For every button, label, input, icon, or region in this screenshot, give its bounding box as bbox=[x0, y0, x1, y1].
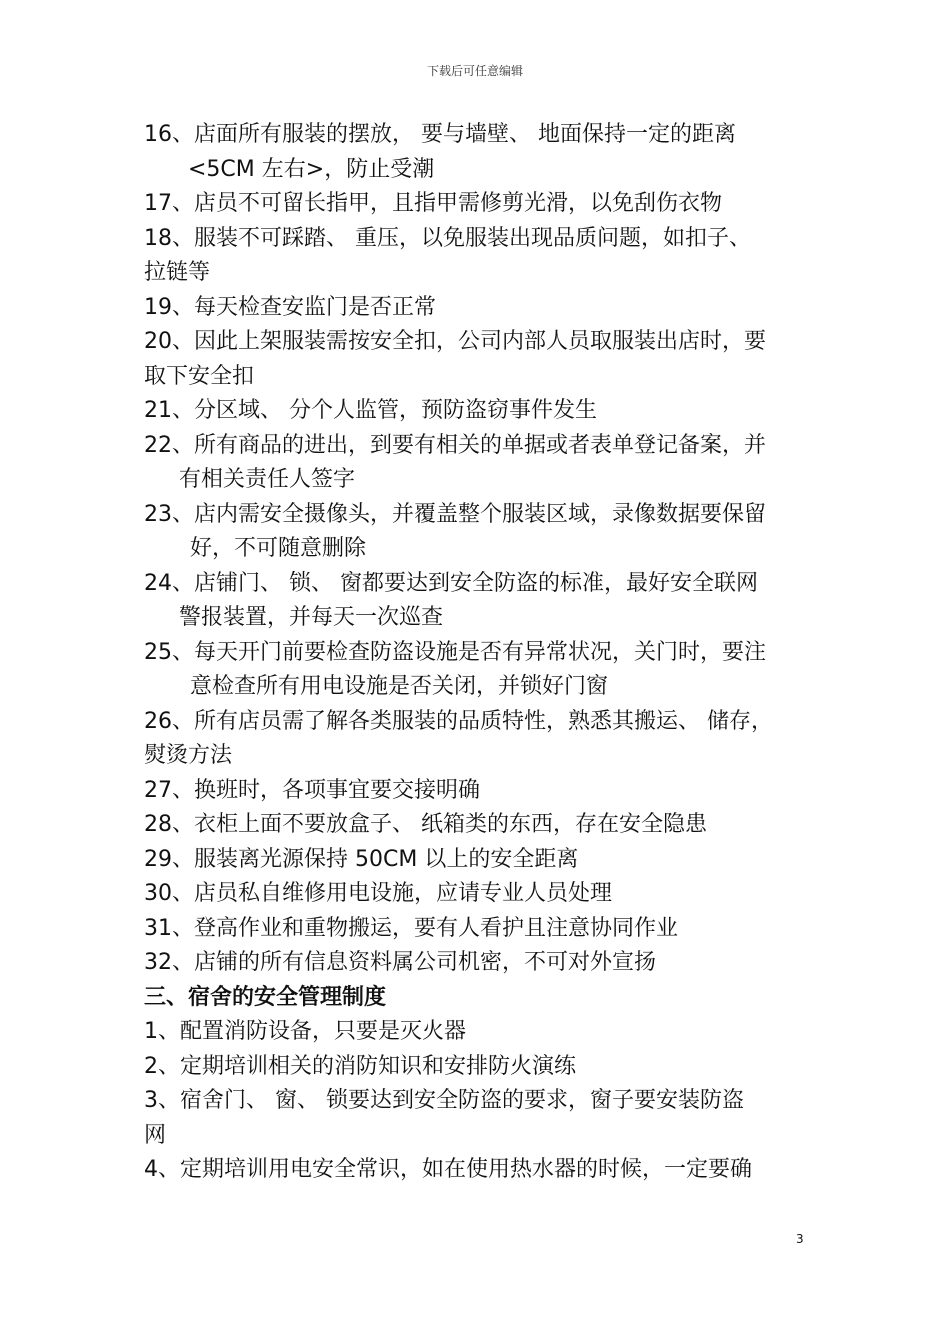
list-item-continuation bbox=[144, 1119, 809, 1154]
list-item bbox=[144, 877, 809, 912]
list-item bbox=[144, 498, 809, 533]
item-text: 所有店员需了解各类服装的品质特性，熟悉其搬运、 储存， bbox=[194, 708, 773, 734]
item-number: 1、 bbox=[144, 1019, 180, 1044]
item-number: 23、 bbox=[144, 501, 194, 527]
item-text: 分区域、 分个人监管，预防盗窃事件发生 bbox=[194, 398, 597, 423]
list-item bbox=[144, 1084, 809, 1119]
item-text: 服装离光源保持 50CM 以上的安全距离 bbox=[194, 846, 579, 872]
list-item bbox=[144, 808, 809, 843]
item-number: 26、 bbox=[144, 708, 194, 734]
list-item bbox=[144, 912, 809, 947]
item-number: 4、 bbox=[144, 1157, 180, 1182]
item-text: 服装不可踩踏、 重压，以免服装出现品质问题，如扣子、 bbox=[194, 225, 751, 251]
item-text: 熨烫方法 bbox=[144, 743, 233, 768]
list-item bbox=[144, 567, 809, 602]
item-number: 30、 bbox=[144, 881, 194, 906]
list-item bbox=[144, 705, 809, 740]
item-number: 18、 bbox=[144, 225, 194, 251]
item-text: 宿舍的安全管理制度 bbox=[188, 984, 387, 1010]
item-text: 店员不可留长指甲，且指甲需修剪光滑，以免刮伤衣物 bbox=[194, 191, 723, 216]
list-item-continuation bbox=[144, 463, 809, 498]
item-text: 因此上架服装需按安全扣，公司内部人员取服装出店时，要 bbox=[194, 329, 767, 354]
list-item bbox=[144, 291, 809, 326]
item-text: 配置消防设备，只要是灭火器 bbox=[180, 1019, 467, 1044]
item-number: 29、 bbox=[144, 846, 194, 872]
list-item bbox=[144, 394, 809, 429]
list-item-continuation bbox=[144, 153, 809, 188]
list-item bbox=[144, 1050, 809, 1085]
item-text: <5CM 左右>，防止受潮 bbox=[188, 156, 435, 182]
item-number: 22、 bbox=[144, 432, 194, 458]
list-item bbox=[144, 222, 809, 257]
list-item bbox=[144, 1153, 809, 1188]
list-item-continuation bbox=[144, 739, 809, 774]
item-number: 3、 bbox=[144, 1088, 180, 1113]
list-item bbox=[144, 429, 809, 464]
item-number: 24、 bbox=[144, 570, 194, 596]
item-text: 宿舍门、 窗、 锁要达到安全防盗的要求，窗子要安装防盗 bbox=[180, 1088, 744, 1113]
item-number: 32、 bbox=[144, 950, 194, 975]
item-number: 2、 bbox=[144, 1053, 180, 1079]
list-item bbox=[144, 843, 809, 878]
item-text: 店员私自维修用电设施，应请专业人员处理 bbox=[194, 881, 613, 906]
item-text: 店铺的所有信息资料属公司机密，不可对外宣扬 bbox=[194, 950, 657, 975]
list-item bbox=[144, 1015, 809, 1050]
item-text: 店内需安全摄像头，并覆盖整个服装区域，录像数据要保留 bbox=[194, 501, 767, 527]
document-body bbox=[144, 118, 809, 1188]
item-number: 三、 bbox=[144, 984, 189, 1010]
item-text: 衣柜上面不要放盒子、 纸箱类的东西，存在安全隐患 bbox=[194, 812, 707, 837]
item-text: 意检查所有用电设施是否关闭，并锁好门窗 bbox=[190, 674, 609, 699]
item-text: 所有商品的进出，到要有相关的单据或者表单登记备案，并 bbox=[194, 432, 767, 458]
list-item bbox=[144, 118, 809, 153]
item-number: 20、 bbox=[144, 329, 194, 354]
item-text: 警报装置，并每天一次巡查 bbox=[179, 605, 444, 630]
item-number: 25、 bbox=[144, 639, 194, 665]
item-number: 27、 bbox=[144, 777, 194, 803]
list-item-continuation bbox=[144, 670, 809, 705]
item-text: 好，不可随意删除 bbox=[190, 536, 367, 561]
item-text: 有相关责任人签字 bbox=[179, 467, 356, 492]
item-text: 换班时，各项事宜要交接明确 bbox=[194, 777, 481, 803]
section-heading bbox=[144, 981, 809, 1016]
list-item bbox=[144, 187, 809, 222]
item-text: 取下安全扣 bbox=[144, 363, 255, 389]
list-item bbox=[144, 774, 809, 809]
list-item bbox=[144, 325, 809, 360]
item-number: 17、 bbox=[144, 191, 194, 216]
item-text: 店铺门、 锁、 窗都要达到安全防盗的标准，最好安全联网 bbox=[194, 570, 758, 596]
page-header: 下载后可任意编辑 bbox=[426, 64, 523, 78]
list-item-continuation bbox=[144, 256, 809, 291]
item-number: 16、 bbox=[144, 122, 194, 147]
item-text: 登高作业和重物搬运，要有人看护且注意协同作业 bbox=[194, 915, 679, 941]
list-item-continuation bbox=[144, 601, 809, 636]
list-item-continuation bbox=[144, 360, 809, 395]
item-text: 每天检查安监门是否正常 bbox=[194, 294, 437, 320]
list-item bbox=[144, 946, 809, 981]
item-number: 28、 bbox=[144, 812, 194, 837]
item-text: 每天开门前要检查防盗设施是否有异常状况，关门时，要注 bbox=[194, 639, 767, 665]
item-text: 店面所有服装的摆放， 要与墙壁、 地面保持一定的距离 bbox=[194, 122, 736, 147]
item-number: 21、 bbox=[144, 398, 194, 423]
item-number: 31、 bbox=[144, 915, 194, 941]
page-number: 3 bbox=[796, 1232, 804, 1246]
item-text: 定期培训用电安全常识，如在使用热水器的时候，一定要确 bbox=[180, 1157, 753, 1182]
item-text: 定期培训相关的消防知识和安排防火演练 bbox=[180, 1053, 577, 1079]
item-text: 拉链等 bbox=[144, 260, 211, 285]
list-item bbox=[144, 636, 809, 671]
item-text: 网 bbox=[144, 1122, 167, 1148]
item-number: 19、 bbox=[144, 294, 194, 320]
list-item-continuation bbox=[144, 532, 809, 567]
